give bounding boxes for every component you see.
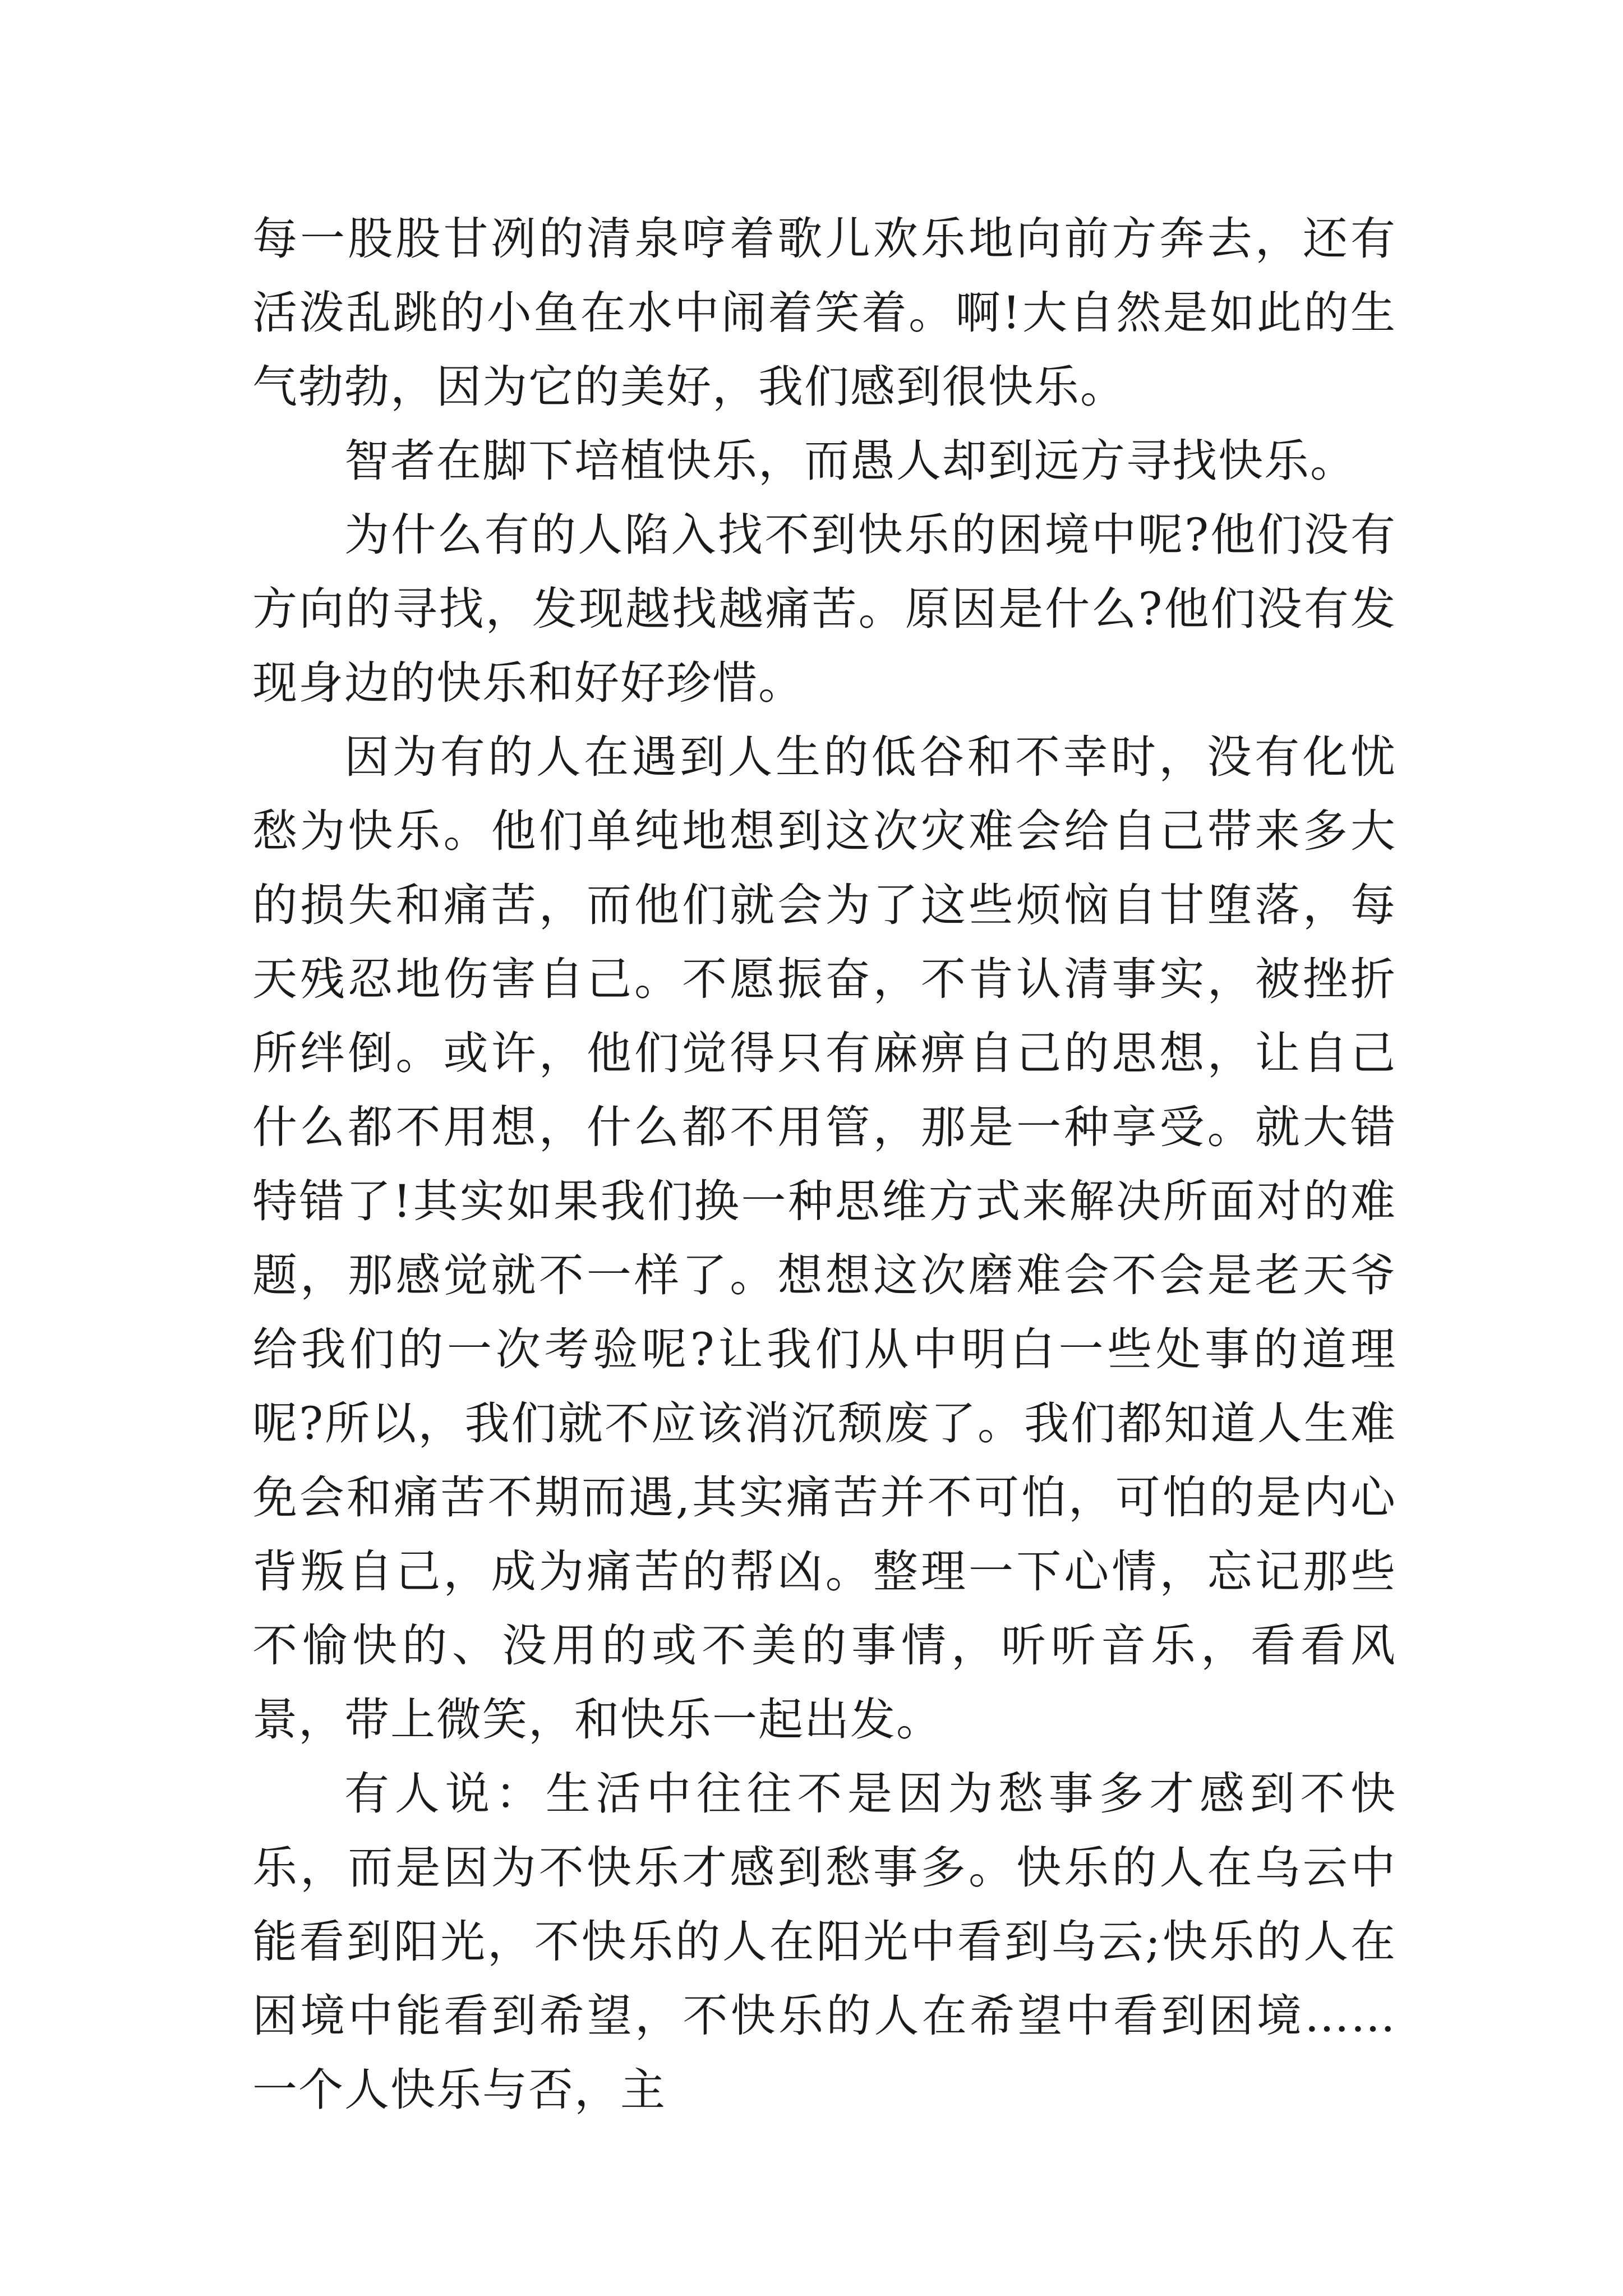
body-text: [252, 202, 1396, 2127]
paragraph-2: 智者在脚下培植快乐，而愚人却到远方寻找快乐。: [344, 435, 1356, 487]
paragraph-5: 有人说：生活中往往不是因为愁事多才感到不快乐，而是因为不快乐才感到愁事多。快乐的人在乌云中能看到阳光，不快乐的人在阳光中看到乌云;快乐的人在困境中能看到希望，不快乐的人在希望中看到困境……一个人快乐与否，主: [252, 1768, 1396, 2116]
paragraph-1: 每一股股甘冽的清泉哼着歌儿欢乐地向前方奔去，还有活泼乱跳的小鱼在水中闹着笑着。啊!大自然是如此的生气勃勃，因为它的美好，我们感到很快乐。: [252, 213, 1396, 413]
paragraph-4: 因为有的人在遇到人生的低谷和不幸时，没有化忧愁为快乐。他们单纯地想到这次灾难会给自己带来多大的损失和痛苦，而他们就会为了这些烦恼自甘堕落，每天残忍地伤害自己。不愿振奋，不肯认清事实，被挫折所绊倒。或许，他们觉得只有麻痹自己的思想，让自己什么都不用想，什么都不用管，那是一种享受。就大错特错了!其实如果我们换一种思维方式来解决所面对的难题，那感觉就不一样了。想想这次磨难会不会是老天爷给我们的一次考验呢?让我们从中明白一些处事的道理呢?所以，我们就不应该消沉颓废了。我们都知道人生难免会和痛苦不期而遇,其实痛苦并不可怕，可怕的是内心背叛自己，成为痛苦的帮凶。整理一下心情，忘记那些不愉快的、没用的或不美的事情，听听音乐，看看风景，带上微笑，和快乐一起出发。: [252, 731, 1396, 1746]
paragraph-3: 为什么有的人陷入找不到快乐的困境中呢?他们没有方向的寻找，发现越找越痛苦。原因是什么?他们没有发现身边的快乐和好好珍惜。: [252, 509, 1396, 709]
